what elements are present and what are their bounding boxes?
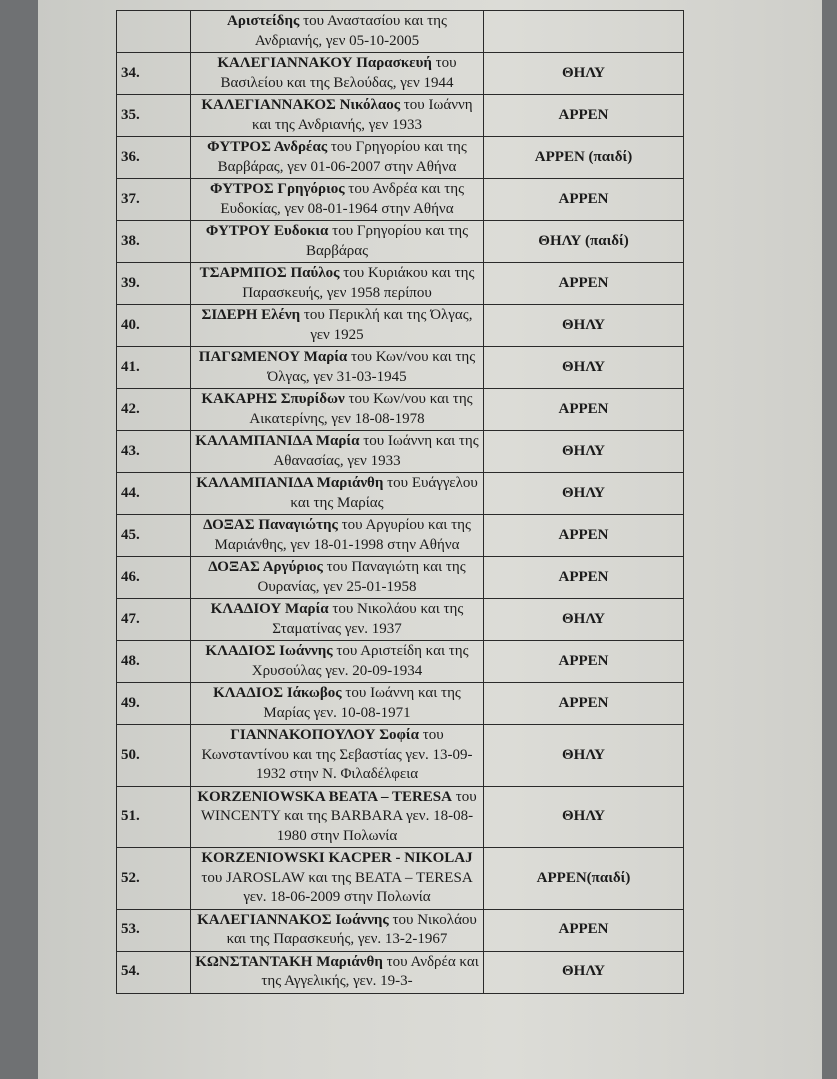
person-parentage: του Ιωάννη και της Μαρίας γεν. 10-08-1971	[263, 685, 461, 721]
person-sex: ΑΡΡΕΝ	[484, 263, 684, 305]
person-name: ΦΥΤΡΟΣ Γρηγόριος	[209, 181, 345, 197]
person-parentage: του Παναγιώτη και της Ουρανίας, γεν 25-01-1958	[257, 559, 466, 595]
table-row	[117, 599, 684, 641]
table-row	[117, 473, 684, 515]
table-row	[117, 305, 684, 347]
person-name: ΚΑΚΑΡΗΣ Σπυρίδων	[201, 391, 345, 407]
person-sex: ΘΗΛΥ	[484, 305, 684, 347]
row-number: 49.	[117, 683, 191, 725]
table-row	[117, 848, 684, 910]
row-number: 50.	[117, 725, 191, 787]
person-details	[191, 95, 484, 137]
person-name: KORZENIOWSKI KACPER - NIKOLAJ	[201, 850, 473, 866]
person-sex: ΘΗΛΥ	[484, 431, 684, 473]
person-parentage: του Αναστασίου και της Ανδριανής, γεν 05-10-2005	[254, 13, 447, 49]
row-number: 53.	[117, 909, 191, 951]
person-details	[191, 389, 484, 431]
document-page	[38, 0, 822, 1079]
table-row	[117, 786, 684, 848]
row-number: 48.	[117, 641, 191, 683]
row-number: 44.	[117, 473, 191, 515]
row-number: 38.	[117, 221, 191, 263]
person-sex: ΘΗΛΥ	[484, 599, 684, 641]
person-name: ΤΣΑΡΜΠΟΣ Παύλος	[199, 265, 340, 281]
person-sex: ΘΗΛΥ	[484, 725, 684, 787]
row-number	[117, 11, 191, 53]
person-details	[191, 473, 484, 515]
person-name: ΓΙΑΝΝΑΚΟΠΟΥΛΟΥ Σοφία	[230, 727, 419, 743]
person-details	[191, 909, 484, 951]
person-name: ΔΟΞΑΣ Αργύριος	[208, 559, 323, 575]
person-sex: ΘΗΛΥ	[484, 473, 684, 515]
person-parentage: του JAROSLAW και της BEATA – TERESA γεν. 18-06-2009 στην Πολωνία	[201, 869, 473, 905]
person-parentage: του Γρηγορίου και της Βαρβάρας	[305, 223, 469, 259]
person-sex: ΘΗΛΥ	[484, 53, 684, 95]
table-row	[117, 53, 684, 95]
person-details	[191, 11, 484, 53]
row-number: 43.	[117, 431, 191, 473]
person-parentage: του Ανδρέα και της Ευδοκίας, γεν 08-01-1964 στην Αθήνα	[220, 181, 465, 217]
person-parentage: του Αριστείδη και της Χρυσούλας γεν. 20-09-1934	[251, 643, 469, 679]
person-parentage: του Ιωάννη και της Ανδριανής, γεν 1933	[251, 97, 473, 133]
person-name: ΠΑΓΩΜΕΝΟΥ Μαρία	[198, 349, 348, 365]
person-parentage: του WINCENTY και της BARBARA γεν. 18-08-1980 στην Πολωνία	[200, 788, 477, 844]
person-details	[191, 137, 484, 179]
row-number: 41.	[117, 347, 191, 389]
person-name: ΚΛΑΔΙΟΥ Μαρία	[210, 601, 329, 617]
person-details	[191, 53, 484, 95]
person-details	[191, 179, 484, 221]
table-row	[117, 221, 684, 263]
persons-table-body	[117, 11, 684, 994]
row-number: 46.	[117, 557, 191, 599]
person-sex: ΑΡΡΕΝ	[484, 179, 684, 221]
table-row	[117, 557, 684, 599]
person-parentage: του Κων/νου και της Όλγας, γεν 31-03-1945	[267, 349, 476, 385]
person-sex: ΑΡΡΕΝ(παιδί)	[484, 848, 684, 910]
person-sex: ΘΗΛΥ	[484, 786, 684, 848]
row-number: 39.	[117, 263, 191, 305]
row-number: 35.	[117, 95, 191, 137]
table-row	[117, 179, 684, 221]
row-number: 42.	[117, 389, 191, 431]
table-row	[117, 641, 684, 683]
table-row	[117, 951, 684, 993]
row-number: 54.	[117, 951, 191, 993]
person-name: ΚΛΑΔΙΟΣ Ιάκωβος	[213, 685, 342, 701]
person-details	[191, 786, 484, 848]
person-parentage: του Αργυρίου και της Μαριάνθης, γεν 18-01-1998 στην Αθήνα	[214, 517, 471, 553]
table-row	[117, 515, 684, 557]
table-row	[117, 683, 684, 725]
table-row	[117, 909, 684, 951]
person-sex: ΑΡΡΕΝ (παιδί)	[484, 137, 684, 179]
table-row	[117, 263, 684, 305]
person-details	[191, 725, 484, 787]
table-row	[117, 347, 684, 389]
person-details	[191, 683, 484, 725]
person-sex: ΑΡΡΕΝ	[484, 909, 684, 951]
person-parentage: του Ανδρέα και της Αγγελικής, γεν. 19-3-	[261, 953, 479, 989]
table-row	[117, 11, 684, 53]
person-parentage: του Ευάγγελου και της Μαρίας	[290, 475, 478, 511]
person-sex: ΘΗΛΥ	[484, 951, 684, 993]
row-number: 45.	[117, 515, 191, 557]
person-details	[191, 221, 484, 263]
person-parentage: του Περικλή και της Όλγας, γεν 1925	[300, 307, 473, 343]
person-details	[191, 305, 484, 347]
person-sex: ΑΡΡΕΝ	[484, 95, 684, 137]
row-number: 36.	[117, 137, 191, 179]
person-sex	[484, 11, 684, 53]
person-name: ΚΑΛΑΜΠΑΝΙΔΑ Μαρία	[195, 433, 360, 449]
person-name: ΚΑΛΕΓΙΑΝΝΑΚΟΣ Ιωάννης	[197, 911, 389, 928]
person-details	[191, 599, 484, 641]
person-sex: ΘΗΛΥ	[484, 347, 684, 389]
person-name: ΚΩΝΣΤΑΝΤΑΚΗ Μαριάνθη	[195, 953, 383, 970]
persons-table	[116, 10, 684, 994]
table-row	[117, 95, 684, 137]
person-parentage: του Κωνσταντίνου και της Σεβαστίας γεν. 13-09-1932 στην Ν. Φιλαδέλφεια	[201, 727, 473, 782]
row-number: 34.	[117, 53, 191, 95]
person-name: ΚΑΛΕΓΙΑΝΝΑΚΟΣ Νικόλαος	[201, 97, 401, 113]
person-parentage: του Βασιλείου και της Βελούδας, γεν 1944	[220, 55, 457, 91]
person-sex: ΘΗΛΥ (παιδί)	[484, 221, 684, 263]
person-parentage: του Κυριάκου και της Παρασκευής, γεν 1958 περίπου	[242, 265, 475, 301]
person-name: ΦΥΤΡΟΣ Ανδρέας	[207, 139, 328, 155]
person-details	[191, 347, 484, 389]
person-name: ΚΑΛΕΓΙΑΝΝΑΚΟΥ Παρασκευή	[217, 55, 432, 71]
person-details	[191, 263, 484, 305]
person-sex: ΑΡΡΕΝ	[484, 557, 684, 599]
person-sex: ΑΡΡΕΝ	[484, 683, 684, 725]
person-parentage: του Γρηγορίου και της Βαρβάρας, γεν 01-06-2007 στην Αθήνα	[217, 139, 467, 175]
row-number: 47.	[117, 599, 191, 641]
person-parentage: του Νικολάου και της Παρασκευής, γεν. 13-2-1967	[226, 911, 477, 947]
person-parentage: του Ιωάννη και της Αθανασίας, γεν 1933	[273, 433, 479, 469]
table-row	[117, 431, 684, 473]
person-name: ΚΑΛΑΜΠΑΝΙΔΑ Μαριάνθη	[196, 475, 384, 491]
table-row	[117, 389, 684, 431]
person-details	[191, 951, 484, 993]
person-name: ΣΙΔΕΡΗ Ελένη	[201, 307, 301, 323]
person-details	[191, 848, 484, 910]
table-row	[117, 137, 684, 179]
row-number: 51.	[117, 786, 191, 848]
person-name: ΔΟΞΑΣ Παναγιώτης	[203, 517, 338, 533]
person-parentage: του Νικολάου και της Σταματίνας γεν. 1937	[272, 601, 464, 637]
person-details	[191, 431, 484, 473]
table-row	[117, 725, 684, 787]
person-sex: ΑΡΡΕΝ	[484, 389, 684, 431]
person-details	[191, 557, 484, 599]
row-number: 52.	[117, 848, 191, 910]
person-name: ΦΥΤΡΟΥ Ευδοκια	[205, 223, 329, 239]
person-name: Αριστείδης	[227, 13, 300, 29]
person-details	[191, 641, 484, 683]
person-details	[191, 515, 484, 557]
person-sex: ΑΡΡΕΝ	[484, 515, 684, 557]
person-name: ΚΛΑΔΙΟΣ Ιωάννης	[205, 643, 333, 659]
person-name: KORZENIOWSKA BEATA – TERESA	[197, 788, 452, 805]
row-number: 37.	[117, 179, 191, 221]
person-sex: ΑΡΡΕΝ	[484, 641, 684, 683]
person-parentage: του Κων/νου και της Αικατερίνης, γεν 18-08-1978	[249, 391, 473, 427]
row-number: 40.	[117, 305, 191, 347]
